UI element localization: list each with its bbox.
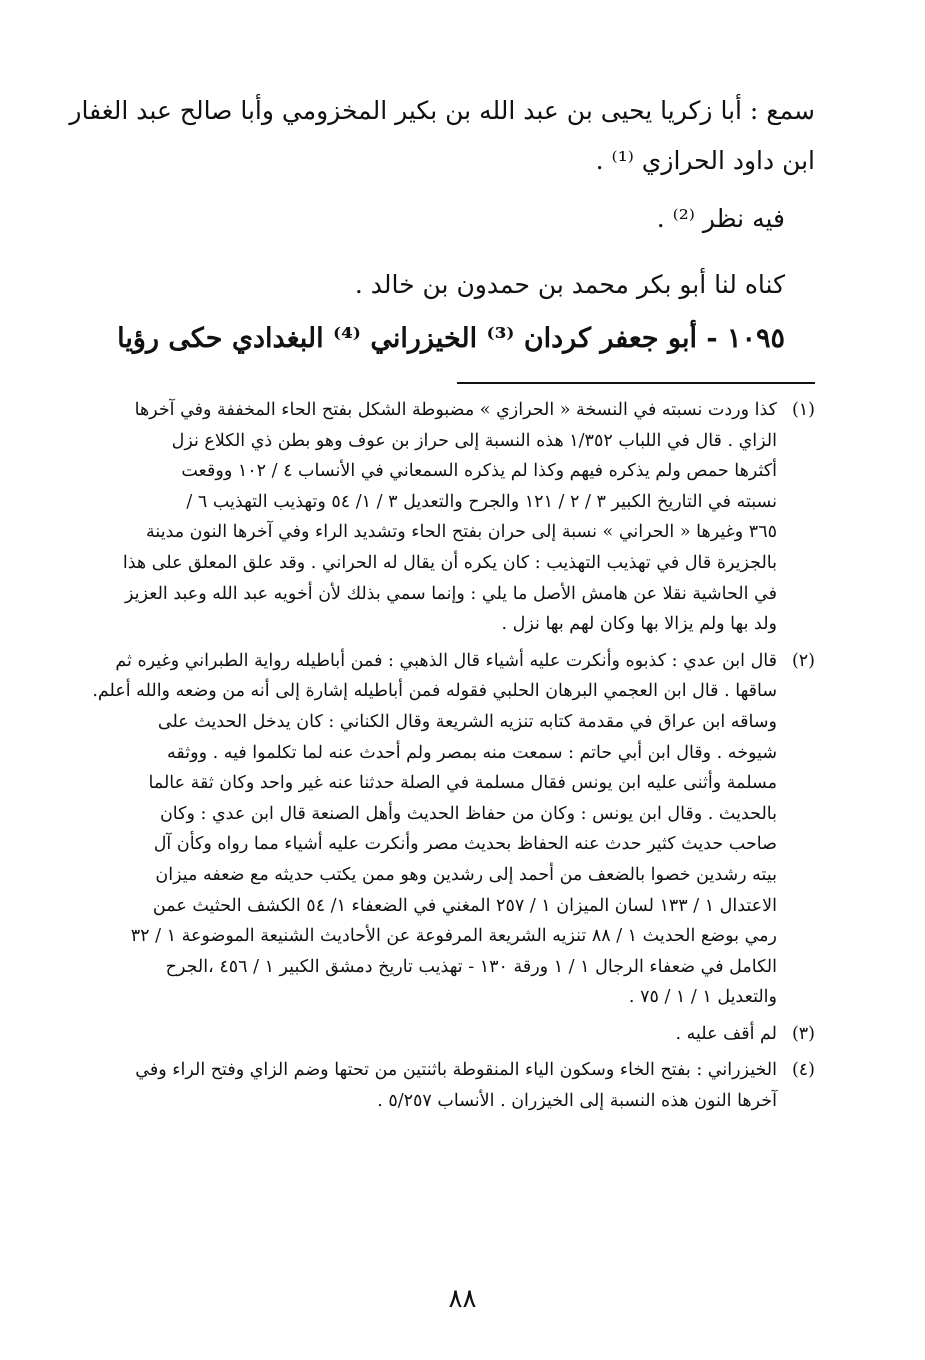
footnote-line: شيوخه . وقال ابن أبي حاتم : سمعت منه بمصر ولم أحدث عنه لما تكلموا فيه . ووثقه bbox=[167, 742, 777, 763]
footnote-number: (١) bbox=[791, 400, 815, 420]
footnote-number: (٢) bbox=[791, 650, 815, 671]
footnote-line: بالجزيرة قال في تهذيب التهذيب : كان يكره أن يقال له الحراني . وقد علق المعلق على هذا bbox=[122, 552, 777, 573]
footnote-2 bbox=[92, 646, 815, 1013]
footnote-line: كذا وردت نسبته في النسخة « الحرازي » مضبوطة الشكل بفتح الحاء المخففة وفي آخرها bbox=[134, 400, 777, 420]
footnote-line: قال ابن عدي : كذبوه وأنكرت عليه أشياء قال الذهبي : فمن أباطيله رواية الطبراني وغيره ثم bbox=[115, 650, 777, 671]
footnote-line: وساقه ابن عراق في مقدمة كتابه تنزيه الشريعة وقال الكناني : كان يدخل الحديث على bbox=[157, 711, 777, 732]
footnotes bbox=[92, 395, 815, 1123]
footnote-line: ولد بها ولم يزالا بها وكان لهم بها نزل . bbox=[501, 614, 777, 635]
body-line-3: فيه نظر ⁽²⁾ . bbox=[656, 204, 785, 233]
footnote-line: في الحاشية نقلا عن هامش الأصل ما يلي : وإنما سمي بذلك لأن أخويه عبد الله وعبد العزيز bbox=[124, 583, 777, 604]
body-line-2: ابن داود الحرازي ⁽¹⁾ . bbox=[595, 146, 815, 175]
footnote-line: بالحديث . وقال ابن يونس : وكان من حفاظ الحديث وأهل الصنعة قال ابن عدي : وكان bbox=[159, 803, 777, 824]
footnote-line: ٣٦٥ وغيرها « الحراني » نسبة إلى حران بفتح الحاء وتشديد الراء وفي آخرها النون مدينة bbox=[146, 522, 777, 543]
body-line-1: سمع : أبا زكريا يحيى بن عبد الله بن بكير المخزومي وأبا صالح عبد الغفار bbox=[69, 96, 815, 125]
footnote-line: الكامل في ضعفاء الرجال ١ / ١ ورقة ١٣٠ - تهذيب تاريخ دمشق الكبير ١ / ٤٥٦ ،الجرح bbox=[165, 956, 777, 977]
entry-heading: ١٠٩٥ - أبو جعفر كردان ⁽³⁾ الخيزراني ⁽⁴⁾ البغدادي حكى رؤيا bbox=[117, 323, 785, 354]
footnote-line: بيته رشدين خصوا بالضعف من أحمد إلى رشدين وهو ممن يكتب حديثه مع ضعفه ميزان bbox=[155, 864, 777, 885]
footnote-text bbox=[95, 1055, 777, 1116]
footnote-line: أكثرها حمص ولم يذكره فيهم وكذا لم يذكره السمعاني في الأنساب ٤ / ١٠٢ ووقعت bbox=[181, 461, 777, 482]
footnote-line: آخرها النون هذه النسبة إلى الخيزران . الأنساب ٥/٢٥٧ . bbox=[377, 1091, 777, 1112]
footnote-line: الاعتدال ١ / ١٣٣ لسان الميزان ١ / ٢٥٧ المغني في الضعفاء ١/ ٥٤ الكشف الحثيث عمن bbox=[152, 895, 777, 916]
footnote-text bbox=[95, 1019, 777, 1050]
page-number: ٨٨ bbox=[448, 1284, 477, 1314]
footnote-text bbox=[95, 395, 777, 640]
footnote-line: لم أقف عليه . bbox=[675, 1023, 777, 1044]
footnote-text bbox=[92, 646, 777, 1013]
footnote-line: صاحب حديث كثير حدث عنه الحفاظ بحديث مصر وأنكرت عليه أشياء مما رواه وكأن آل bbox=[153, 834, 777, 855]
footnote-line: الزاي . قال في اللباب ١/٣٥٢ هذه النسبة إلى حراز بن عوف وهو بطن ذي الكلاع نزل bbox=[171, 430, 777, 451]
footnote-number: (٣) bbox=[791, 1023, 815, 1044]
body-line-4: كناه لنا أبو بكر محمد بن حمدون بن خالد . bbox=[354, 270, 785, 299]
footnote-separator bbox=[457, 382, 815, 384]
footnote-4 bbox=[95, 1055, 815, 1116]
footnote-1 bbox=[95, 395, 815, 640]
footnote-number: (٤) bbox=[791, 1060, 815, 1081]
footnote-line: الخيزراني : بفتح الخاء وسكون الياء المنقوطة باثنتين من تحتها وضم الزاي وفتح الراء وفي bbox=[135, 1060, 777, 1081]
footnote-3 bbox=[95, 1019, 815, 1050]
footnote-line: رمي بوضع الحديث ١ / ٨٨ تنزيه الشريعة المرفوعة عن الأحاديث الشنيعة الموضوعة ١ / ٣٢ bbox=[130, 926, 777, 947]
footnote-line: ساقها . قال ابن العجمي البرهان الحلبي فقوله فمن أباطيله إشارة إلى أنه من وضعه والله أعلم. bbox=[92, 681, 777, 702]
footnote-line: والتعديل ١ / ١ / ٧٥ . bbox=[628, 987, 777, 1008]
footnote-line: مسلمة وأثنى عليه ابن يونس فقال مسلمة في الصلة حدثنا عنه غير واحد وكان ثقة عالما bbox=[148, 773, 777, 794]
footnote-line: نسبته في التاريخ الكبير ٣ / ٢ / ١٢١ والجرح والتعديل ٣ / ١/ ٥٤ وتهذيب التهذيب ٦ / bbox=[186, 491, 777, 512]
